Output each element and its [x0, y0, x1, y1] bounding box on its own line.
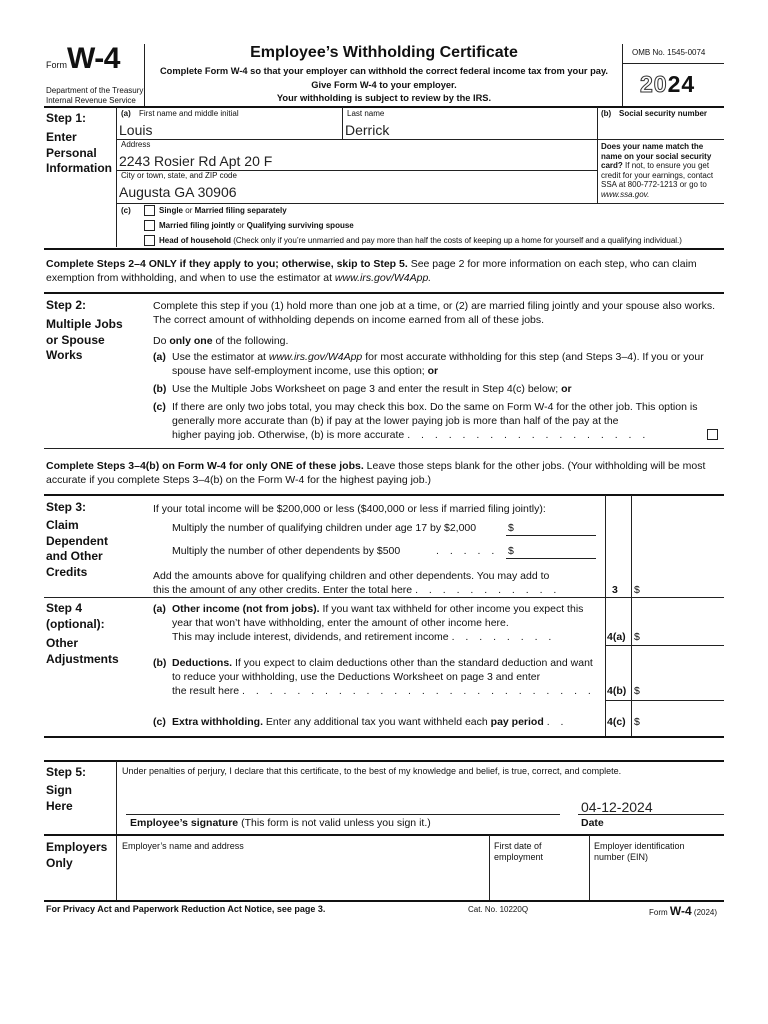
step4b-text: Deductions. If you expect to claim deductions other than the standard deduction and want to reduce your withholding, use the Deductions Worksheet on page 3 and enter [172, 657, 593, 684]
date-label: Date [581, 817, 604, 829]
line-4b-number: 4(b) [607, 685, 627, 697]
date-field[interactable]: 04-12-2024 [581, 799, 653, 815]
w4-form: Form W-4 Department of the Treasury Internal Revenue Service Employee’s Withholding Certificate Complete Form W-4 so that your employer can withhold the correct federal income tax from your pay. Give Form W-4 to your employer. Your withholding is subject to review by the IRS. OMB No. 1545-0074 2024 Step 1: Enter Personal Information (a) First name and middle initial Louis Last name Derrick (b) Social security number Address 2243 Rosier Rd Apt 20 F City or town, state, and ZIP code Augusta GA 30906 Does your name match the name on your social security card? If not, to ensure you get credit for your earnings, contact SSA at 800-772-1213 or go to www.ssa.gov. (c) Single or Married filing separately Married filing jointly or Qualifying surviving spouse Head of household (Check only if you’re unmarried and pay more than half the costs of keeping up a home for yourself and a qualifying individual.) Complete Steps 2–4 ONLY if they apply to you; otherwise, skip to Step 5. See page 2 for more information on each step, who can claim exemption from withholding, and when to use the estimator at www.irs.gov/W4App. Step 2: Multiple Jobs or Spouse Works Complete this step if you (1) hold more than one job at a time, or (2) are married filing jointly and your spouse also works. The correct amount of withholding depends on income earned from all of these jobs. Do only one of the following. (a) Use the estimator at www.irs.gov/W4App for most accurate withholding for this step (and Steps 3–4). If you or your spouse have self-employment income, use this option; or (b) Use the Multiple Jobs Worksheet on page 3 and enter the result in Step 4(c) below; or (c) If there are only two jobs total, you may check this box. Do the same on Form W-4 for the other job. This option is generally more accurate than (b) if pay at the lower paying job is more than half of the pay at the higher paying job. Otherwise, (b) is more accurate . . . . . . . . . . . . . . . . . . Complete Steps 3–4(b) on Form W-4 for only ONE of these jobs. Leave those steps blank for the other jobs. (Your withholding will be most accurate if you complete Steps 3–4(b) on the Form W-4 for the highest paying job.) Step 3: Claim Dependent and Other Credits If your total income will be $200,000 or less ($400,000 or less if married filing jointly): Multiply the number of qualifying children under age 17 by $2,000 $ Multiply the number of other dependents by $500 . . . . . $ Add the amounts above for qualifying children and other dependents. You may add to this the amount of any other credits. Enter the total here . . . . . . . . . . . 3 $ Step 4 (optional): Other Adjustments (a) Other income (not from jobs). If you want tax withheld for other income you expect this year that won’t have withholding, enter the amount of other income here. This may include interest, dividends, and retirement income . . . . . . . . 4(a) $ (b) Deductions. If you expect to claim deductions other than the standard deduction and want to reduce your withholding, use the Deductions Worksheet on page 3 and enter the result here . . . . . . . . . . . . . . . . . . . . . . . . . . 4(b) $ (c) Extra withholding. Enter any additional tax you want withheld each pay period . . 4(c) $ Step 5: Sign Here Under penalties of perjury, I declare that this certificate, to the best of my knowledge and belief, is true, correct, and complete. 04-12-2024 Employee’s signature (This form is not valid unless you sign it.) Date Employers Only Employer’s name and address First date of employment Employer identification number (EIN) For Privacy Act and Paperwork Reduction Act Notice, see page 3. Cat. No. 10220Q Form W-4 (2024) [0, 0, 768, 1024]
step4-optional: (optional): [46, 617, 105, 631]
ssn-note: Does your name match the name on your social security card? If not, to ensure you get credit for your earnings, contact SSA at 800-772-1213 or go to www.ssa.gov. [601, 142, 714, 199]
signature-label: Employee’s signature (This form is not valid unless you sign it.) [130, 817, 431, 829]
step4a-text: Other income (not from jobs). If you want tax withheld for other income you expect this year that won’t have withholding, enter the amount of other income here. [172, 603, 584, 630]
hoh-checkbox[interactable] [144, 235, 155, 246]
address-label: Address [121, 140, 151, 149]
two-jobs-checkbox[interactable] [707, 429, 718, 440]
step2-option-c: If there are only two jobs total, you may check this box. Do the same on Form W-4 for the other job. This option is generally more accurate than (b) if pay at the lower paying job is more than half of the pay at the [172, 401, 698, 428]
step4-subtitle: Other Adjustments [46, 636, 119, 666]
intro2-text: Complete Steps 3–4(b) on Form W-4 for only ONE of these jobs. Leave those steps blank for the other jobs. (Your withholding will be most accurate if you complete Steps 3–4(b) on the Form W-4 for the highest paying job.) [46, 460, 706, 487]
step3-children-label: Multiply the number of qualifying children under age 17 by $2,000 [172, 522, 477, 534]
city-label: City or town, state, and ZIP code [121, 171, 237, 180]
step5-subtitle: Sign Here [46, 783, 73, 813]
header-line-3: Your withholding is subject to review by the IRS. [276, 93, 492, 103]
step2-option-a: Use the estimator at www.irs.gov/W4App for most accurate withholding for this step (and Steps 3–4). If you or your spouse have self-employment income, use this option; or [172, 351, 704, 378]
mfj-label: Married filing jointly or Qualifying surviving spouse [159, 221, 354, 230]
step3-subtitle: Claim Dependent and Other Credits [46, 518, 109, 579]
footer-form-id: Form W-4 (2024) [649, 904, 718, 918]
first-date-field[interactable] [492, 868, 578, 898]
ssn-label: Social security number [619, 109, 708, 118]
step2-option-c-end: higher paying job. Otherwise, (b) is more accurate . . . . . . . . . . . . . . . . . . [172, 429, 650, 441]
last-name-label: Last name [347, 109, 385, 118]
cat-number: Cat. No. 10220Q [468, 905, 529, 914]
single-checkbox[interactable] [144, 205, 155, 216]
step3-total-label: Add the amounts above for qualifying children and other dependents. You may add to [153, 570, 550, 582]
ein-field[interactable] [592, 868, 722, 898]
line-4a-number: 4(a) [607, 631, 626, 643]
form-title: Employee’s Withholding Certificate [250, 44, 518, 61]
step3-line0: If your total income will be $200,000 or less ($400,000 or less if married filing jointly): [153, 503, 546, 515]
perjury-statement: Under penalties of perjury, I declare that this certificate, to the best of my knowledge and belief, is true, correct, and complete. [122, 766, 622, 776]
city-field[interactable]: Augusta GA 30906 [119, 184, 237, 200]
form-number: W-4 [67, 42, 120, 75]
hoh-label: Head of household (Check only if you’re unmarried and pay more than half the costs of keeping up a home for yourself and a qualifying individual.) [159, 236, 682, 245]
privacy-notice: For Privacy Act and Paperwork Reduction Act Notice, see page 3. [46, 904, 326, 914]
step2-para: Complete this step if you (1) hold more than one job at a time, or (2) are married filing jointly and your spouse also works. The correct amount of withholding depends on income earned from all of these jobs. [153, 300, 716, 327]
header-line-2: Give Form W-4 to your employer. [311, 80, 457, 90]
step5-title: Step 5: [46, 765, 87, 779]
employers-only-title: Employers Only [46, 840, 108, 870]
employer-name-field[interactable] [120, 856, 486, 898]
step2-option-b: Use the Multiple Jobs Worksheet on page 3 and enter the result in Step 4(c) below; or [172, 383, 572, 395]
irs-label: Internal Revenue Service [46, 96, 136, 105]
line-4c-number: 4(c) [607, 716, 626, 728]
header-line-1: Complete Form W-4 so that your employer can withhold the correct federal income tax from your pay. [159, 66, 609, 76]
line-3-number: 3 [612, 584, 618, 596]
address-field[interactable]: 2243 Rosier Rd Apt 20 F [119, 153, 273, 169]
step2-subtitle: Multiple Jobs or Spouse Works [46, 317, 123, 363]
step3-dependents-label: Multiply the number of other dependents by $500 [172, 545, 401, 557]
line-4c-amount-field[interactable] [642, 712, 722, 728]
step4c-text: Extra withholding. Enter any additional tax you want withheld each pay period . . [172, 716, 568, 728]
line-4b-amount-field[interactable] [642, 681, 722, 697]
form-label: Form [46, 60, 67, 70]
first-date-label: First date of employment [494, 841, 544, 863]
step1-subtitle: Enter Personal Information [46, 130, 112, 176]
first-name-label: First name and middle initial [139, 109, 239, 118]
step2-do: Do only one of the following. [153, 335, 289, 347]
line-3-amount-field[interactable] [642, 580, 722, 596]
dependents-amount-field[interactable] [517, 541, 595, 557]
line-4a-amount-field[interactable] [642, 627, 722, 643]
last-name-field[interactable]: Derrick [345, 122, 390, 138]
mfj-checkbox[interactable] [144, 220, 155, 231]
step2-title: Step 2: [46, 298, 87, 312]
signature-field[interactable] [126, 790, 560, 814]
step4-title: Step 4 [46, 601, 83, 615]
step1-title: Step 1: [46, 111, 87, 125]
single-label: Single or Married filing separately [159, 206, 287, 215]
tax-year: 2024 [640, 71, 696, 97]
omb-number: OMB No. 1545-0074 [632, 48, 706, 57]
step3-title: Step 3: [46, 500, 87, 514]
first-name-field[interactable]: Louis [119, 122, 153, 138]
dept-label: Department of the Treasury [46, 86, 144, 95]
ein-label: Employer identification number (EIN) [594, 841, 685, 863]
ssn-field[interactable] [600, 120, 722, 138]
employer-name-label: Employer’s name and address [122, 841, 244, 851]
intro-text: Complete Steps 2–4 ONLY if they apply to you; otherwise, skip to Step 5. See page 2 for more information on each step, who can claim exemption from withholding, and when to use the estimator at www.irs.gov/W4App. [46, 258, 697, 285]
children-amount-field[interactable] [517, 518, 595, 534]
